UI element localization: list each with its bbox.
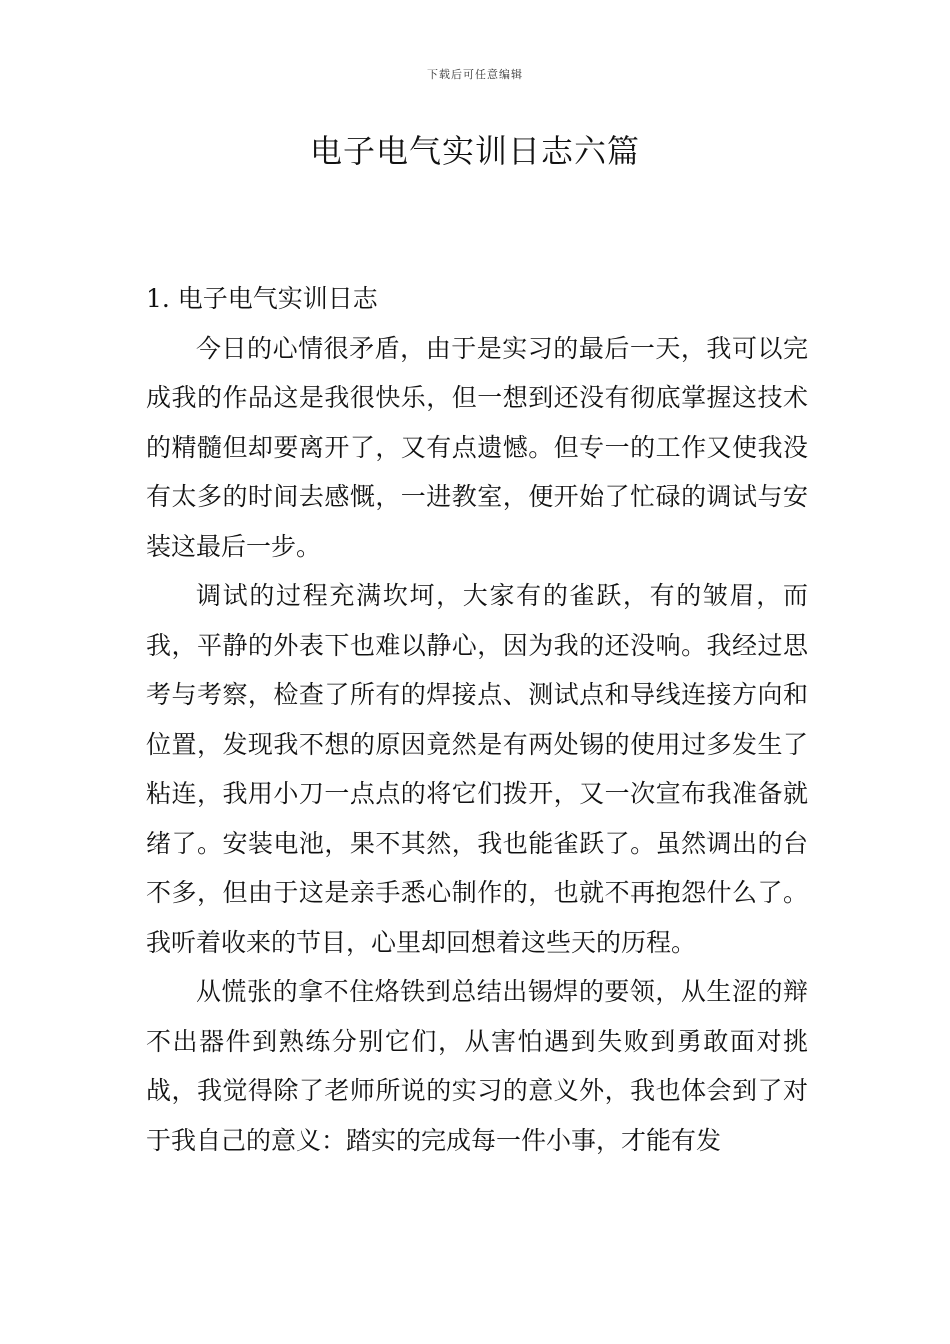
header-note: 下载后可任意编辑 (427, 68, 523, 81)
paragraph-1: 今日的心情很矛盾，由于是实习的最后一天，我可以完成我的作品这是我很快乐，但一想到还没有彻底掌握这技术的精髓但却要离开了，又有点遗憾。但专一的工作又使我没有太多的时间去感慨，一进教室，便开始了忙碌的调试与安装这最后一步。 (146, 333, 808, 561)
paragraph-2: 调试的过程充满坎坷，大家有的雀跃，有的皱眉，而我，平静的外表下也难以静心，因为我的还没响。我经过思考与考察，检查了所有的焊接点、测试点和导线连接方向和位置，发现我不想的原因竟然是有两处锡的使用过多发生了粘连，我用小刀一点点的将它们拨开，又一次宣布我准备就绪了。安装电池，果不其然，我也能雀跃了。虽然调出的台不多，但由于这是亲手悉心制作的，也就不再抱怨什么了。我听着收来的节目，心里却回想着这些天的历程。 (146, 581, 808, 957)
paragraph-3: 从慌张的拿不住烙铁到总结出锡焊的要领，从生涩的辩不出器件到熟练分别它们，从害怕遇到失败到勇敢面对挑战，我觉得除了老师所说的实习的意义外，我也体会到了对于我自己的意义：踏实的完成每一件小事，才能有发 (146, 977, 808, 1155)
document-body (146, 274, 808, 1165)
section-heading: 1. 电子电气实训日志 (146, 284, 378, 313)
document-title: 电子电气实训日志六篇 (309, 132, 640, 170)
